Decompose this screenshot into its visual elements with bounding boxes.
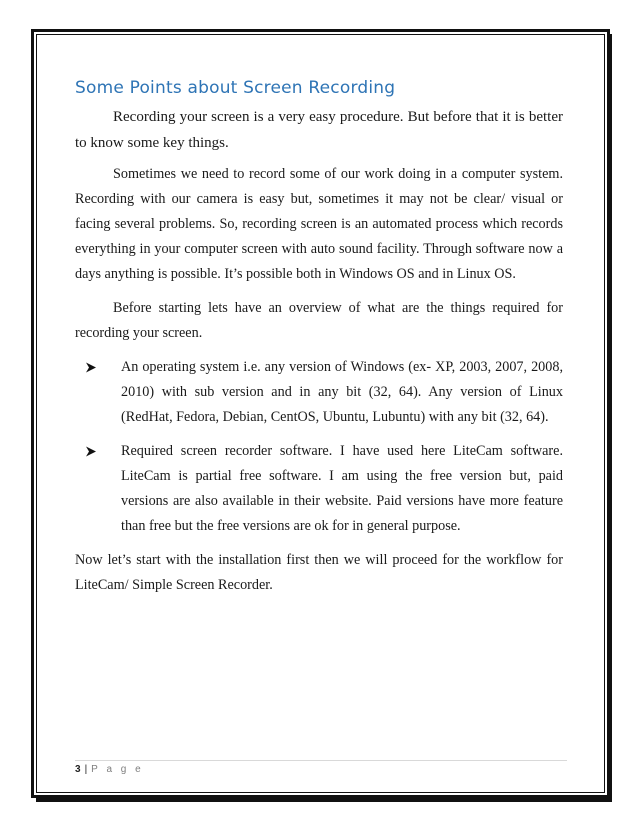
now-paragraph: Now let’s start with the installation first then we will proceed for the workflow for LiteCam/ Simple Screen Recorder. <box>75 552 563 593</box>
page-number: 3 <box>75 764 81 775</box>
page-border-shadow-right <box>608 34 612 802</box>
footer-divider <box>75 760 567 761</box>
requirements-list <box>75 355 563 539</box>
footer-separator: | <box>84 764 88 775</box>
arrow-bullet-icon <box>85 355 99 380</box>
list-item-text: Required screen recorder software. I have used here LiteCam software. LiteCam is partial free software. I am using the free version but, paid versions are also available in their website. Paid versions have more feature than free but the free versions are ok for in general purpose. <box>121 443 563 534</box>
sometimes-paragraph: Sometimes we need to record some of our work doing in a computer system. Recording with our camera is easy but, sometimes it may not be clear/ visual or facing several problems. So, recording screen is an automated process which records everything in your computer screen with auto sound facility. Through software now a days anything is possible. It’s possible both in Windows OS and in Linux OS. <box>75 166 563 282</box>
before-paragraph: Before starting lets have an overview of what are the things required for recording your screen. <box>75 300 563 341</box>
page-content <box>75 78 563 607</box>
arrow-bullet-icon <box>85 439 99 464</box>
section-heading: Some Points about Screen Recording <box>75 78 396 98</box>
list-item <box>85 439 563 539</box>
list-item-text: An operating system i.e. any version of Windows (ex- XP, 2003, 2007, 2008, 2010) with sub version and in any bit (32, 64). Any version of Linux (RedHat, Fedora, Debian, CentOS, Ubuntu, Lubuntu) with any bit (32, 64). <box>121 359 563 425</box>
list-item <box>85 355 563 430</box>
page-footer <box>75 764 144 775</box>
page-label: P a g e <box>91 764 144 775</box>
page-border-shadow-bottom <box>36 798 612 802</box>
intro-paragraph: Recording your screen is a very easy procedure. But before that it is better to know some key things. <box>75 109 563 151</box>
